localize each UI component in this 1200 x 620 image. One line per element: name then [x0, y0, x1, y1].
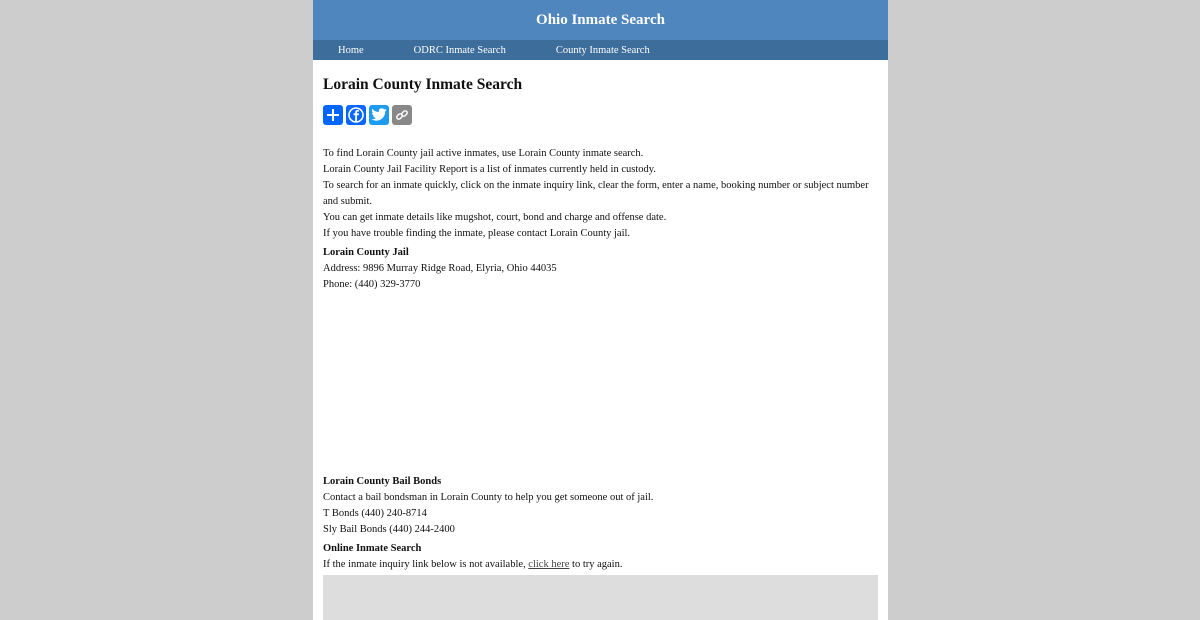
intro-line: Lorain County Jail Facility Report is a list of inmates currently held in custody.	[323, 164, 656, 175]
click-here-link[interactable]: click here	[528, 559, 570, 570]
jail-address: Address: 9896 Murray Ridge Road, Elyria, Ohio 44035	[323, 263, 557, 274]
bail-bonds-line: T Bonds (440) 240-8714	[323, 508, 427, 519]
site-header	[313, 0, 888, 40]
share-buttons	[323, 105, 878, 125]
online-search-text-before: If the inmate inquiry link below is not available,	[323, 559, 529, 570]
share-add-button[interactable]	[323, 105, 343, 125]
bail-bonds-line: Sly Bail Bonds (440) 244-2400	[323, 524, 455, 535]
nav-home[interactable]: Home	[338, 44, 364, 56]
nav-bar	[313, 40, 888, 60]
online-search-heading: Online Inmate Search	[323, 543, 422, 554]
facebook-icon	[348, 107, 364, 123]
intro-text	[323, 146, 878, 242]
online-search-info	[323, 541, 878, 573]
intro-line: If you have trouble finding the inmate, please contact Lorain County jail.	[323, 228, 631, 239]
page	[313, 0, 888, 620]
page-title: Lorain County Inmate Search	[323, 76, 523, 93]
site-title[interactable]: Ohio Inmate Search	[536, 11, 665, 28]
bail-bonds-heading: Lorain County Bail Bonds	[323, 476, 442, 487]
intro-line: To find Lorain County jail active inmates, use Lorain County inmate search.	[323, 148, 644, 159]
copy-link-icon	[395, 108, 409, 122]
online-search-text-after: to try again.	[569, 559, 623, 570]
share-twitter-button[interactable]	[369, 105, 389, 125]
twitter-icon	[371, 108, 387, 122]
nav-county-inmate-search[interactable]: County Inmate Search	[555, 44, 650, 56]
share-facebook-button[interactable]	[346, 105, 366, 125]
jail-phone: Phone: (440) 329-3770	[323, 279, 421, 290]
inmate-inquiry-frame[interactable]	[323, 575, 878, 620]
main-content	[313, 75, 888, 620]
bail-bonds-info	[323, 474, 878, 538]
bail-bonds-line: Contact a bail bondsman in Lorain County to help you get someone out of jail.	[323, 492, 654, 503]
intro-line: To search for an inmate quickly, click on the inmate inquiry link, clear the form, enter a name, booking number or subject number and submit.	[323, 180, 869, 207]
intro-line: You can get inmate details like mugshot, court, bond and charge and offense date.	[323, 212, 667, 223]
share-copy-link-button[interactable]	[392, 105, 412, 125]
plus-icon	[326, 108, 340, 122]
nav-odrc-inmate-search[interactable]: ODRC Inmate Search	[413, 44, 506, 56]
jail-info	[323, 245, 878, 293]
online-search-text	[323, 557, 878, 573]
jail-heading: Lorain County Jail	[323, 247, 409, 258]
